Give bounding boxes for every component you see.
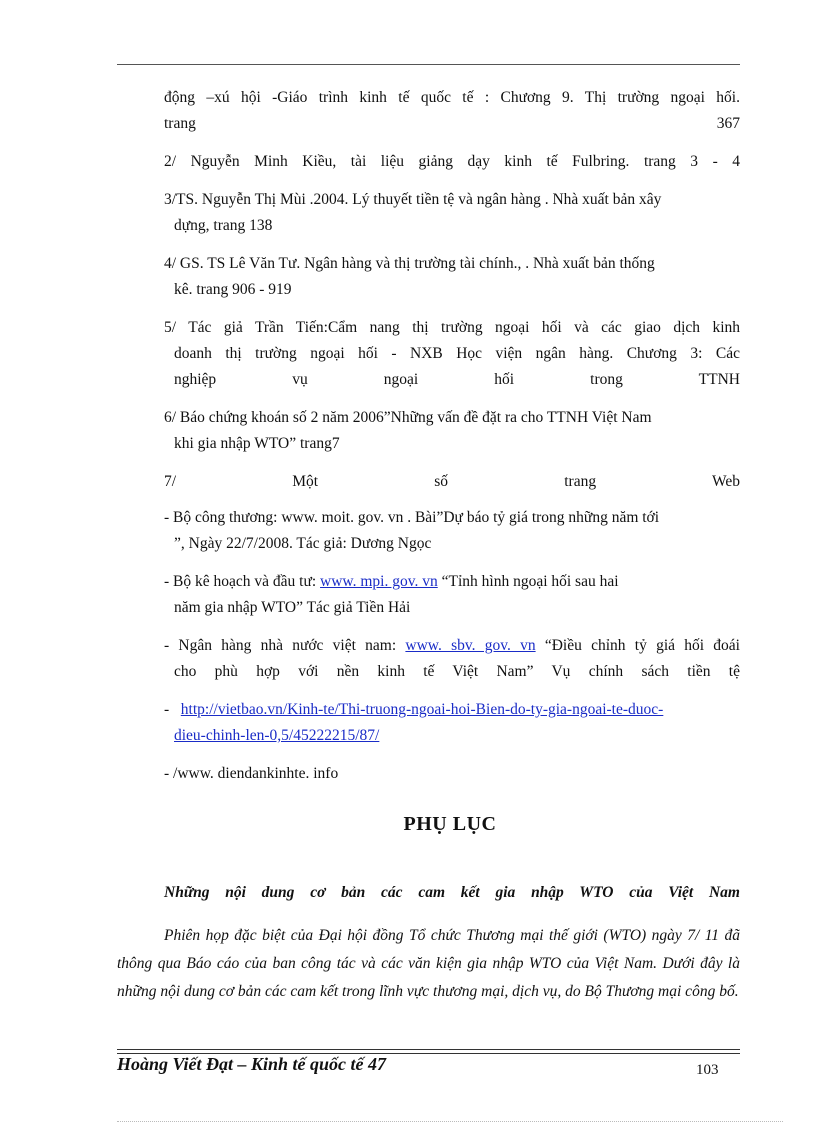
references-list: [164, 85, 740, 799]
appendix-title: PHỤ LỤC: [403, 813, 497, 835]
appendix-heading: Những nội dung cơ bản các cam kết gia nhập WTO của Việt Nam: [164, 884, 740, 901]
web-source-5: - /www. diendankinhte. info: [164, 765, 339, 782]
sbv-link[interactable]: www. sbv. gov. vn: [405, 637, 536, 654]
vietbao-link[interactable]: http://vietbao.vn/Kinh-te/Thi-truong-ngoai-hoi-Bien-do-ty-gia-ngoai-te-duoc-: [180, 701, 664, 718]
reference-6: 6/ Báo chứng khoán số 2 năm 2006”Những vấn đề đặt ra cho TTNH Việt Nam khi gia nhập WTO” trang7: [164, 409, 652, 452]
mpi-link[interactable]: www. mpi. gov. vn: [320, 573, 438, 590]
reference-1: [164, 85, 740, 137]
reference-4: 4/ GS. TS Lê Văn Tư. Ngân hàng và thị trường tài chính., . Nhà xuất bản thống kê. trang 906 - 919: [164, 255, 655, 298]
reference-5: 5/ Tác giả Trần Tiến:Cẩm nang thị trường ngoại hối và các giao dịch kinh doanh thị trường ngoại hối - NXB Học viện ngân hàng. Chương 3: Các nghiệp vụ ngoại hối trong TTNH: [164, 319, 740, 388]
header-rule: [117, 64, 740, 65]
web-source-2: - Bộ kê hoạch và đầu tư: www. mpi. gov. vn “Tỉnh hình ngoại hối sau hai năm gia nhập WTO” Tác giả Tiền Hải: [164, 573, 619, 616]
footer-rule: [117, 1049, 740, 1050]
page-number: 103: [696, 1062, 719, 1078]
reference-7: 7/ Một số trang Web: [164, 473, 740, 490]
reference-2: 2/ Nguyễn Minh Kiều, tài liệu giảng dạy kinh tế Fulbring. trang 3 - 4: [164, 153, 740, 170]
page-bottom-edge: [117, 1121, 783, 1122]
web-source-4: - http://vietbao.vn/Kinh-te/Thi-truong-ngoai-hoi-Bien-do-ty-gia-ngoai-te-duoc- dieu-chinh-len-0,5/45222215/87/: [164, 701, 664, 744]
reference-1-line-1: động –xú hội -Giáo trình kinh tế quốc tế : Chương 9. Thị trường ngoại hối.: [164, 89, 740, 106]
web-source-1: - Bộ công thương: www. moit. gov. vn . Bài”Dự báo tỷ giá trong những năm tới ”, Ngày 22/7/2008. Tác giả: Dương Ngọc: [164, 509, 660, 552]
web-source-3: - Ngân hàng nhà nước việt nam: www. sbv. gov. vn “Điều chỉnh tỷ giá hối đoái cho phù hợp với nền kinh tế Việt Nam” Vụ chính sách tiền tệ: [164, 637, 740, 680]
vietbao-link-continued[interactable]: dieu-chinh-len-0,5/45222215/87/: [174, 727, 380, 744]
reference-3: 3/TS. Nguyễn Thị Mùi .2004. Lý thuyết tiền tệ và ngân hàng . Nhà xuất bản xây dựng, trang 138: [164, 191, 662, 234]
reference-1-page: 367: [716, 115, 740, 132]
footer-author: Hoàng Viết Đạt – Kinh tế quốc tế 47: [117, 1054, 387, 1074]
reference-1-trang: trang: [164, 115, 196, 132]
appendix-paragraph: Phiên họp đặc biệt của Đại hội đồng Tổ chức Thương mại thế giới (WTO) ngày 7/ 11 đã thông qua Báo cáo của ban công tác và các văn kiện gia nhập WTO của Việt Nam. Dưới đây là những nội dung cơ bản các cam kết trong lĩnh vực thương mại, dịch vụ, do Bộ Thương mại công bố.: [117, 927, 740, 1000]
